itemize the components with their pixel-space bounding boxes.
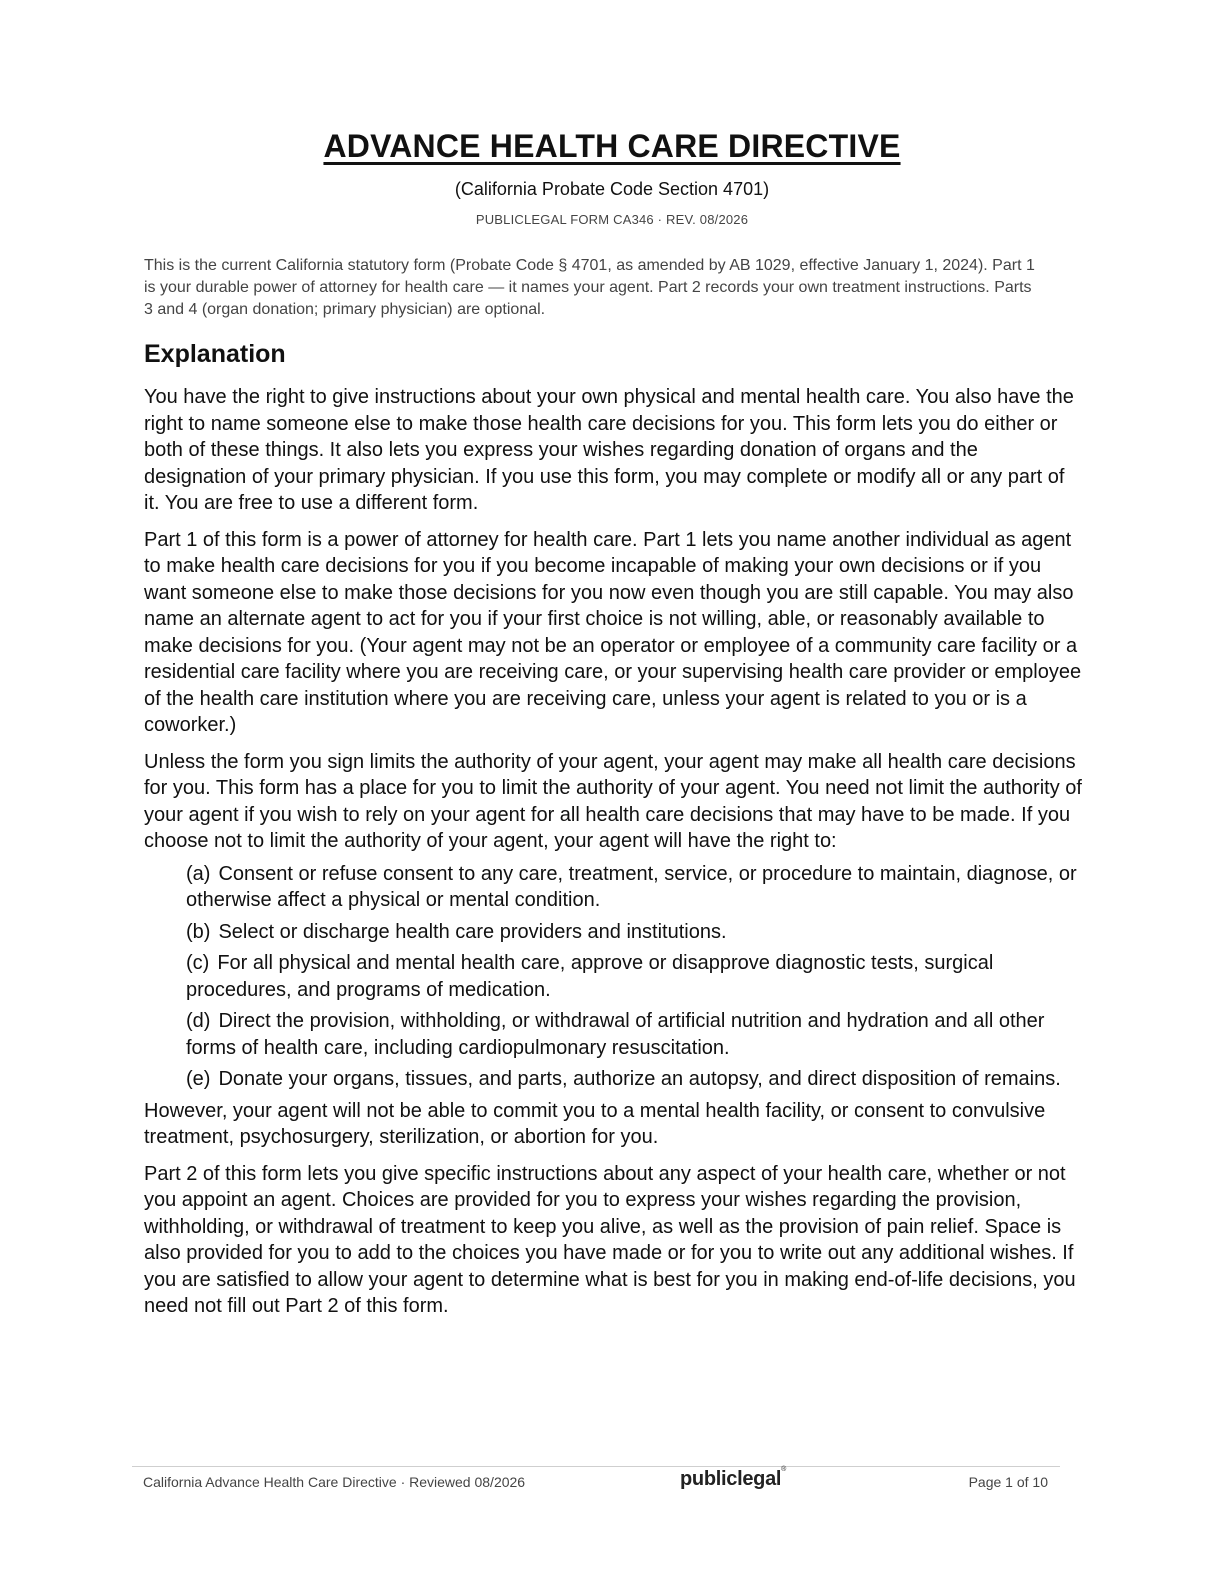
- paragraph: Part 2 of this form lets you give specific instructions about any aspect of your health care, whether or not you appoint an agent. Choices are provided for you to express your wishes regarding the provision, withholding, or withdrawal of treatment to keep you alive, as well as the provision of pain relief. Space is also provided for you to add to the choices you have made or for you to write out any additional wishes. If you are satisfied to allow your agent to determine what is best for you in making end-of-life decisions, you need not fill out Part 2 of this form.: [144, 1162, 1076, 1317]
- section-heading-explanation: Explanation: [144, 340, 286, 368]
- list-item-label: (e): [186, 1068, 211, 1090]
- paragraph: You have the right to give instructions about your own physical and mental health care. You also have the right to name someone else to make those health care decisions for you. This form lets you do either or both of these things. It also lets you express your wishes regarding donation of organs and the designation of your primary physician. If you use this form, you may complete or modify all or any part of it. You are free to use a different form.: [144, 386, 1074, 514]
- paragraph: However, your agent will not be able to commit you to a mental health facility, or consent to convulsive treatment, psychosurgery, sterilization, or abortion for you.: [144, 1099, 1046, 1148]
- agent-powers-list: [186, 861, 1084, 1093]
- document-subtitle: (California Probate Code Section 4701): [454, 179, 770, 199]
- logo-registered-mark: ®: [781, 1466, 787, 1473]
- page-number: Page 1 of 10: [968, 1474, 1048, 1490]
- footer-doc-title: California Advance Health Care Directive · Reviewed 08/2026: [143, 1474, 526, 1490]
- list-item-text: Direct the provision, withholding, or withdrawal of artificial nutrition and hydration and all other forms of health care, including cardiopulmonary resuscitation.: [186, 1010, 1045, 1059]
- form-code: PUBLICLEGAL FORM CA346 · REV. 08/2026: [475, 212, 749, 227]
- list-item-label: (a): [186, 862, 211, 885]
- list-item-label: (d): [186, 1010, 211, 1032]
- list-item-text: Donate your organs, tissues, and parts, authorize an autopsy, and direct disposition of remains.: [218, 1068, 1061, 1090]
- document-title-text: ADVANCE HEALTH CARE DIRECTIVE: [323, 128, 901, 164]
- list-item-text: For all physical and mental health care, approve or disapprove diagnostic tests, surgical procedures, and programs of medication.: [186, 952, 994, 1001]
- list-item: [186, 950, 1084, 1003]
- footer-divider: [132, 1466, 1060, 1467]
- paragraph: Unless the form you sign limits the authority of your agent, your agent may make all health care decisions for you. This form has a place for you to limit the authority of your agent. You need not limit the authority of your agent if you wish to rely on your agent for all health care decisions that may have to be made. If you choose not to limit the authority of your agent, your agent will have the right to:: [144, 750, 1082, 852]
- list-item: [186, 1008, 1084, 1061]
- list-item-text: Select or discharge health care providers and institutions.: [218, 920, 727, 943]
- list-item-label: (c): [186, 952, 210, 974]
- list-item-text: Consent or refuse consent to any care, treatment, service, or procedure to maintain, diagnose, or otherwise affect a physical or mental condition.: [186, 862, 1077, 911]
- publiclegal-logo: [680, 1468, 786, 1491]
- list-item: [186, 1066, 1084, 1093]
- list-item: [186, 919, 1084, 946]
- document-title: [0, 128, 1224, 165]
- list-item: [186, 861, 1084, 914]
- explanation-body: [144, 384, 1084, 1330]
- logo-wordmark: publiclegal: [680, 1468, 782, 1490]
- intro-note: This is the current California statutory form (Probate Code § 4701, as amended by AB 1029, effective January 1, 2024). Part 1 is your durable power of attorney for health care — it names your agent. Part 2 records your own treatment instructions. Parts 3 and 4 (organ donation; primary physician) are optional.: [144, 257, 1035, 318]
- paragraph: Part 1 of this form is a power of attorney for health care. Part 1 lets you name another individual as agent to make health care decisions for you if you become incapable of making your own decisions or if you want someone else to make those decisions for you now even though you are still capable. You may also name an alternate agent to act for you if your first choice is not willing, able, or reasonably available to make decisions for you. (Your agent may not be an operator or employee of a community care facility or a residential care facility where you are receiving care, or your supervising health care provider or employee of the health care institution where you are receiving care, unless your agent is related to you or is a coworker.): [144, 528, 1082, 736]
- list-item-label: (b): [186, 920, 211, 943]
